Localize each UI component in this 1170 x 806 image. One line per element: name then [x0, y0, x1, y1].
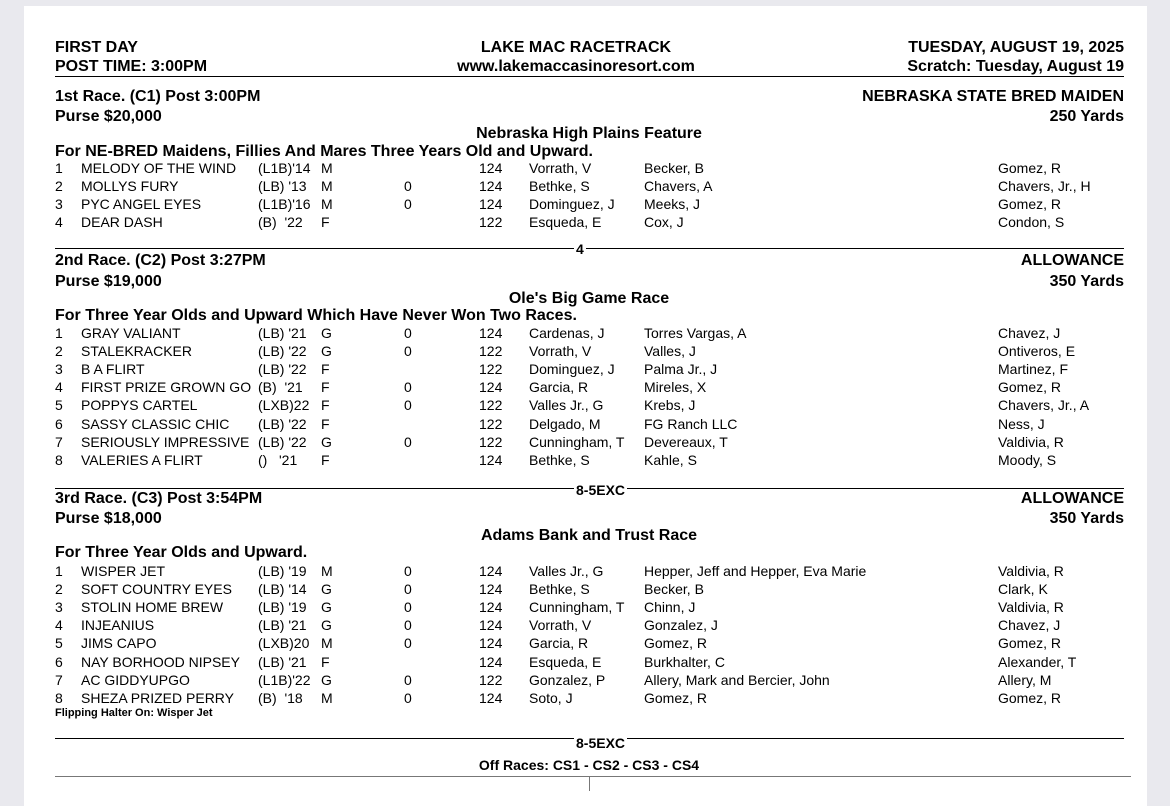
track-name: LAKE MAC RACETRACK [480, 39, 672, 56]
race-1-conditions: For NE-BRED Maidens, Fillies And Mares Three Years Old and Upward. [55, 143, 593, 160]
entry-med: (L1B)'16 [258, 196, 311, 213]
entry-trainer: Gomez, R [998, 196, 1062, 213]
entry-claim: 0 [404, 599, 412, 616]
entry-claim: 0 [404, 178, 412, 195]
entry-pp: 6 [55, 653, 63, 670]
race-date: TUESDAY, AUGUST 19, 2025 [908, 39, 1124, 56]
entry-owner: Valles, J [644, 343, 696, 360]
entry-horse: AC GIDDYUPGO [81, 671, 190, 688]
entry-horse: GRAY VALIANT [81, 325, 181, 341]
entry-row [24, 451, 1147, 469]
entry-sex: M [321, 563, 333, 579]
entry-sex: M [321, 635, 333, 652]
entry-sex: G [321, 617, 332, 634]
entry-claim: 0 [404, 433, 412, 450]
entry-row [24, 195, 1147, 213]
entry-owner: Palma Jr., J [644, 361, 718, 378]
entry-jockey: Soto, J [529, 689, 573, 706]
race-3-note: Flipping Halter On: Wisper Jet [55, 707, 213, 719]
entry-pp: 1 [55, 563, 63, 579]
entry-jockey: Delgado, M [529, 415, 601, 432]
entry-jockey: Cunningham, T [529, 599, 625, 616]
entry-sex: F [321, 653, 330, 670]
scratch-date: Scratch: Tuesday, August 19 [907, 58, 1124, 75]
entry-wt: 124 [479, 635, 503, 652]
entry-pp: 7 [55, 671, 63, 688]
entry-trainer: Gomez, R [998, 379, 1062, 396]
entry-claim: 0 [404, 581, 412, 598]
entry-owner: Krebs, J [644, 397, 696, 414]
entry-horse: SASSY CLASSIC CHIC [81, 415, 230, 432]
entry-horse: B A FLIRT [81, 361, 145, 378]
entry-trainer: Valdivia, R [998, 599, 1064, 616]
entry-owner: Chinn, J [644, 599, 696, 616]
entry-owner: Gomez, R [644, 689, 708, 706]
entry-horse: JIMS CAPO [81, 635, 157, 652]
entry-trainer: Chavez, J [998, 325, 1061, 341]
entry-wt: 124 [479, 581, 503, 598]
entry-row [24, 213, 1147, 231]
entry-med: (B) '22 [258, 214, 303, 231]
race-2-type: ALLOWANCE [1020, 252, 1124, 269]
race-3-purse: Purse $18,000 [55, 510, 162, 527]
entry-sex: F [321, 379, 330, 396]
entry-med: (LB) '13 [258, 178, 307, 195]
entry-row [24, 653, 1147, 671]
entry-sex: G [321, 671, 332, 688]
entry-sex: M [321, 689, 333, 706]
website-link[interactable]: www.lakemaccasinoresort.com [457, 58, 695, 75]
entry-horse: FIRST PRIZE GROWN GO [81, 379, 252, 396]
entry-sex: M [321, 178, 333, 195]
entry-row [24, 159, 1147, 177]
entry-row [24, 580, 1147, 598]
entry-claim: 0 [404, 397, 412, 414]
entry-claim: 0 [404, 635, 412, 652]
entry-row [24, 634, 1147, 652]
entry-claim: 0 [404, 671, 412, 688]
entry-trainer: Ness, J [998, 415, 1045, 432]
header-divider [55, 76, 1124, 77]
entry-jockey: Esqueda, E [529, 653, 602, 670]
entry-row [24, 324, 1147, 342]
entry-wt: 124 [479, 178, 503, 195]
entry-pp: 8 [55, 451, 63, 468]
entry-horse: STOLIN HOME BREW [81, 599, 224, 616]
entry-jockey: Garcia, R [529, 635, 589, 652]
entry-jockey: Vorrath, V [529, 617, 592, 634]
entry-jockey: Vorrath, V [529, 343, 592, 360]
entry-wt: 122 [479, 397, 503, 414]
entry-med: (L1B)'22 [258, 671, 311, 688]
entry-owner: Meeks, J [644, 196, 701, 213]
entry-sex: G [321, 581, 332, 598]
day-label: FIRST DAY [55, 39, 138, 56]
entry-wt: 124 [479, 689, 503, 706]
entry-row [24, 671, 1147, 689]
entry-sex: G [321, 325, 332, 341]
entry-trainer: Chavers, Jr., H [998, 178, 1091, 195]
entry-trainer: Gomez, R [998, 689, 1062, 706]
race-1-distance: 250 Yards [1049, 108, 1124, 125]
entry-row [24, 433, 1147, 451]
entry-sex: G [321, 599, 332, 616]
entry-claim: 0 [404, 617, 412, 634]
entry-horse: SOFT COUNTRY EYES [81, 581, 232, 598]
footer-divider [55, 776, 1131, 777]
entry-row [24, 342, 1147, 360]
entry-owner: Cox, J [644, 214, 684, 231]
entry-horse: POPPYS CARTEL [81, 397, 198, 414]
entry-jockey: Gonzalez, P [529, 671, 606, 688]
entry-sex: M [321, 160, 333, 176]
entry-owner: Torres Vargas, A [644, 325, 747, 341]
entry-wt: 124 [479, 379, 503, 396]
entry-owner: Mireles, X [644, 379, 707, 396]
entry-pp: 2 [55, 581, 63, 598]
entry-wt: 124 [479, 563, 503, 579]
entry-pp: 7 [55, 433, 63, 450]
entry-wt: 124 [479, 325, 503, 341]
entry-pp: 1 [55, 325, 63, 341]
entry-owner: FG Ranch LLC [644, 415, 738, 432]
race-2-feature: Ole's Big Game Race [508, 290, 670, 307]
entry-row [24, 360, 1147, 378]
entry-horse: MELODY OF THE WIND [81, 160, 237, 176]
entry-jockey: Vorrath, V [529, 160, 592, 176]
entry-pp: 4 [55, 617, 63, 634]
entry-trainer: Martinez, F [998, 361, 1069, 378]
race-3-distance: 350 Yards [1049, 510, 1124, 527]
entry-owner: Becker, B [644, 581, 704, 598]
entry-row [24, 616, 1147, 634]
entry-owner: Becker, B [644, 160, 704, 176]
entry-jockey: Bethke, S [529, 581, 590, 598]
entry-med: (LB) '22 [258, 343, 307, 360]
entry-wt: 124 [479, 599, 503, 616]
entry-horse: WISPER JET [81, 563, 166, 579]
entry-med: (LB) '22 [258, 433, 307, 450]
entry-pp: 4 [55, 214, 63, 231]
race-2-conditions: For Three Year Olds and Upward Which Have Never Won Two Races. [55, 307, 577, 324]
race-3-separator: 8-5EXC [576, 735, 626, 751]
entry-jockey: Valles Jr., G [529, 397, 604, 414]
entry-med: (LXB)20 [258, 635, 310, 652]
entry-trainer: Gomez, R [998, 160, 1062, 176]
race-1-purse: Purse $20,000 [55, 108, 162, 125]
entry-owner: Kahle, S [644, 451, 697, 468]
entry-med: (LXB)22 [258, 397, 310, 414]
entry-trainer: Gomez, R [998, 635, 1062, 652]
entry-wt: 124 [479, 617, 503, 634]
entry-jockey: Valles Jr., G [529, 563, 604, 579]
entry-row [24, 415, 1147, 433]
entry-sex: F [321, 214, 330, 231]
entry-sex: F [321, 361, 330, 378]
entry-sex: G [321, 433, 332, 450]
entry-jockey: Dominguez, J [529, 361, 615, 378]
entry-pp: 3 [55, 361, 63, 378]
race-3-conditions: For Three Year Olds and Upward. [55, 544, 308, 561]
entry-horse: DEAR DASH [81, 214, 163, 231]
entry-row [24, 598, 1147, 616]
entry-med: (B) '21 [258, 379, 303, 396]
entry-sex: G [321, 343, 332, 360]
entry-med: (LB) '14 [258, 581, 307, 598]
footer-column-rule [589, 776, 590, 791]
entry-pp: 4 [55, 379, 63, 396]
entry-wt: 122 [479, 214, 503, 231]
entry-med: () '21 [258, 451, 298, 468]
race-3-type: ALLOWANCE [1020, 490, 1124, 507]
entry-wt: 124 [479, 451, 503, 468]
entry-claim: 0 [404, 196, 412, 213]
entry-pp: 5 [55, 397, 63, 414]
entry-jockey: Esqueda, E [529, 214, 602, 231]
entry-row [24, 177, 1147, 195]
entry-claim: 0 [404, 325, 412, 341]
entry-claim: 0 [404, 379, 412, 396]
entry-jockey: Dominguez, J [529, 196, 615, 213]
entry-trainer: Valdivia, R [998, 563, 1064, 579]
off-races: Off Races: CS1 - CS2 - CS3 - CS4 [478, 757, 700, 773]
entry-sex: F [321, 451, 330, 468]
entry-trainer: Valdivia, R [998, 433, 1064, 450]
entry-wt: 122 [479, 343, 503, 360]
post-time: POST TIME: 3:00PM [55, 58, 208, 75]
entry-owner: Chavers, A [644, 178, 713, 195]
entry-trainer: Allery, M [998, 671, 1052, 688]
entry-row [24, 396, 1147, 414]
entry-horse: NAY BORHOOD NIPSEY [81, 653, 240, 670]
entry-med: (LB) '21 [258, 617, 307, 634]
entry-owner: Devereaux, T [644, 433, 728, 450]
entry-horse: INJEANIUS [81, 617, 155, 634]
entry-owner: Hepper, Jeff and Hepper, Eva Marie [644, 563, 867, 579]
entry-wt: 122 [479, 433, 503, 450]
entry-horse: PYC ANGEL EYES [81, 196, 202, 213]
race-2-title: 2nd Race. (C2) Post 3:27PM [55, 252, 266, 269]
entry-med: (LB) '21 [258, 325, 307, 341]
entry-wt: 124 [479, 653, 503, 670]
entry-wt: 122 [479, 361, 503, 378]
entry-trainer: Moody, S [998, 451, 1057, 468]
entry-trainer: Chavers, Jr., A [998, 397, 1090, 414]
race-1-feature: Nebraska High Plains Feature [476, 125, 702, 142]
race-1-title: 1st Race. (C1) Post 3:00PM [55, 88, 261, 105]
entry-horse: MOLLYS FURY [81, 178, 179, 195]
entry-trainer: Clark, K [998, 581, 1048, 598]
entry-pp: 6 [55, 415, 63, 432]
entry-claim: 0 [404, 563, 412, 579]
entry-row [24, 378, 1147, 396]
race-1-separator: 4 [576, 241, 584, 257]
entry-jockey: Bethke, S [529, 178, 590, 195]
entry-wt: 124 [479, 196, 503, 213]
entry-horse: STALEKRACKER [81, 343, 192, 360]
entry-med: (LB) '19 [258, 563, 307, 579]
race-3-title: 3rd Race. (C3) Post 3:54PM [55, 490, 263, 507]
entry-trainer: Condon, S [998, 214, 1065, 231]
entry-row [24, 689, 1147, 707]
entry-claim: 0 [404, 689, 412, 706]
entry-pp: 3 [55, 196, 63, 213]
entry-med: (LB) '22 [258, 361, 307, 378]
entry-sex: M [321, 196, 333, 213]
entry-med: (B) '18 [258, 689, 303, 706]
entry-jockey: Cunningham, T [529, 433, 625, 450]
entry-med: (LB) '19 [258, 599, 307, 616]
entry-pp: 3 [55, 599, 63, 616]
entry-wt: 124 [479, 160, 503, 176]
entry-med: (L1B)'14 [258, 160, 311, 176]
entry-owner: Gomez, R [644, 635, 708, 652]
entry-trainer: Chavez, J [998, 617, 1061, 634]
entry-pp: 1 [55, 160, 63, 176]
entry-wt: 122 [479, 415, 503, 432]
entry-horse: SERIOUSLY IMPRESSIVE [81, 433, 250, 450]
entry-jockey: Bethke, S [529, 451, 590, 468]
entry-owner: Gonzalez, J [644, 617, 718, 634]
entry-wt: 122 [479, 671, 503, 688]
entry-med: (LB) '22 [258, 415, 307, 432]
race-2-distance: 350 Yards [1049, 273, 1124, 290]
entry-sex: F [321, 397, 330, 414]
entry-pp: 2 [55, 178, 63, 195]
program-page [24, 6, 1147, 806]
entry-pp: 5 [55, 635, 63, 652]
entry-owner: Burkhalter, C [644, 653, 725, 670]
entry-pp: 2 [55, 343, 63, 360]
entry-claim: 0 [404, 343, 412, 360]
race-1-type: NEBRASKA STATE BRED MAIDEN [862, 88, 1124, 105]
entry-owner: Allery, Mark and Bercier, John [644, 671, 830, 688]
entry-jockey: Cardenas, J [529, 325, 605, 341]
race-3-feature: Adams Bank and Trust Race [480, 527, 698, 544]
entry-sex: F [321, 415, 330, 432]
entry-pp: 8 [55, 689, 63, 706]
race-2-purse: Purse $19,000 [55, 273, 162, 290]
race-1-divider [55, 248, 1124, 249]
entry-trainer: Alexander, T [998, 653, 1077, 670]
entry-jockey: Garcia, R [529, 379, 589, 396]
entry-row [24, 562, 1147, 580]
entry-trainer: Ontiveros, E [998, 343, 1076, 360]
entry-horse: VALERIES A FLIRT [81, 451, 203, 468]
entry-horse: SHEZA PRIZED PERRY [81, 689, 235, 706]
race-2-separator: 8-5EXC [576, 482, 626, 498]
entry-med: (LB) '21 [258, 653, 307, 670]
